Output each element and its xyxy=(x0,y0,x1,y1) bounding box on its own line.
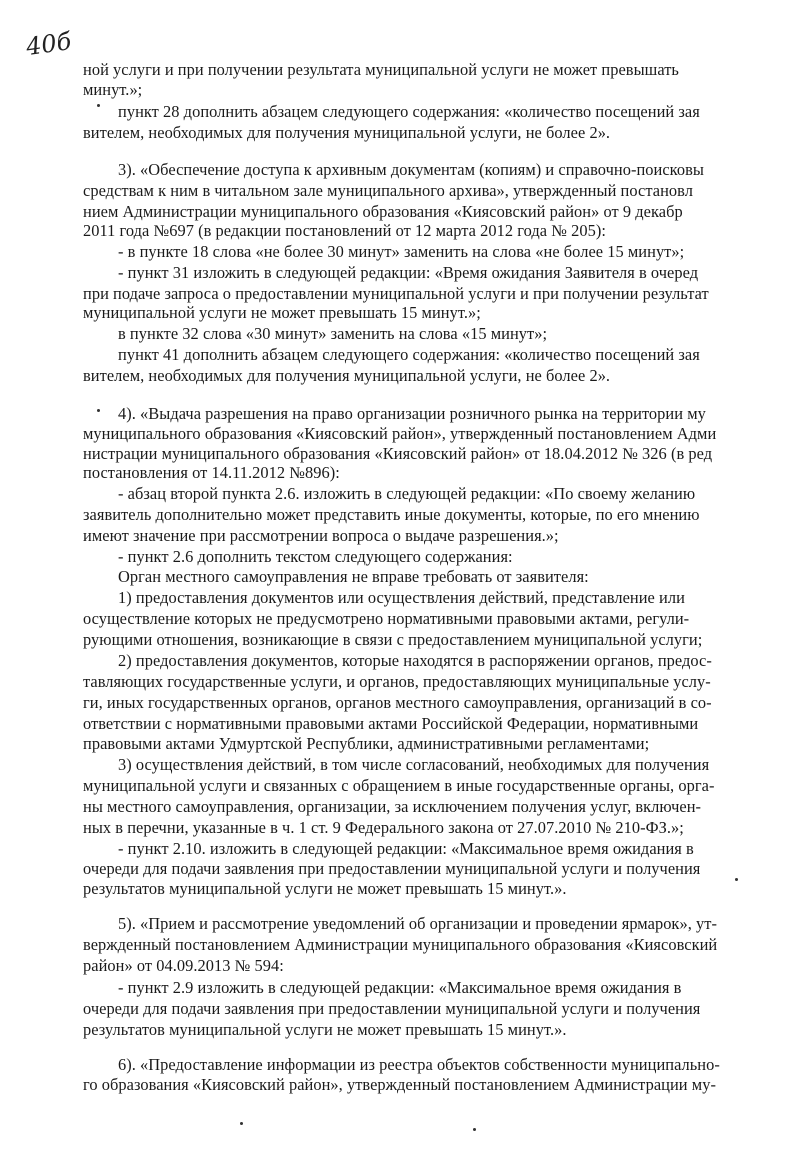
text-line: ги, иных государственных органов, органов местного самоуправления, организаций в со- xyxy=(83,693,712,712)
text-line: результатов муниципальной услуги не может превышать 15 минут.». xyxy=(83,879,567,898)
text-line: 3). «Обеспечение доступа к архивным документам (копиям) и справочно-поисковы xyxy=(118,160,704,179)
text-line: 4). «Выдача разрешения на право организации розничного рынка на территории му xyxy=(118,404,706,423)
text-line: район» от 04.09.2013 № 594: xyxy=(83,956,284,975)
text-line: результатов муниципальной услуги не может превышать 15 минут.». xyxy=(83,1020,567,1039)
text-line: 2011 года №697 (в редакции постановлений от 12 марта 2012 года № 205): xyxy=(83,221,606,240)
scan-speck xyxy=(473,1128,476,1131)
scan-speck xyxy=(735,878,738,881)
text-line: пункт 41 дополнить абзацем следующего содержания: «количество посещений зая xyxy=(118,345,700,364)
text-line: - пункт 31 изложить в следующей редакции: «Время ожидания Заявителя в очеред xyxy=(118,263,699,282)
text-line: муниципальной услуги и связанных с обращением в иные государственные органы, орга- xyxy=(83,776,715,795)
text-line: 6). «Предоставление информации из реестра объектов собственности муниципально- xyxy=(118,1055,720,1074)
text-line: 3) осуществления действий, в том числе согласований, необходимых для получения xyxy=(118,755,710,774)
text-line: муниципальной услуги не может превышать 15 минут.»; xyxy=(83,303,481,322)
text-line: вержденный постановлением Администрации муниципального образования «Киясовский xyxy=(83,935,718,954)
text-line: ных в перечни, указанные в ч. 1 ст. 9 Федерального закона от 27.07.2010 № 210-ФЗ.»; xyxy=(83,818,684,837)
scan-speck xyxy=(97,409,100,412)
text-line: ны местного самоуправления, организации, за исключением получения услуг, включен- xyxy=(83,797,702,816)
text-line: имеют значение при рассмотрении вопроса о выдаче разрешения.»; xyxy=(83,526,559,545)
text-line: - абзац второй пункта 2.6. изложить в следующей редакции: «По своему желанию xyxy=(118,484,696,503)
scan-speck xyxy=(97,104,100,107)
scan-speck xyxy=(240,1122,243,1125)
text-line: вителем, необходимых для получения муниципальной услуги, не более 2». xyxy=(83,123,611,142)
text-line: очереди для подачи заявления при предоставлении муниципальной услуги и получения xyxy=(83,859,701,878)
text-line: - пункт 2.6 дополнить текстом следующего содержания: xyxy=(118,547,513,566)
text-line: средствам к ним в читальном зале муниципального архива», утвержденный постановл xyxy=(83,181,693,200)
text-line: при подаче запроса о предоставлении муниципальной услуги и при получении результат xyxy=(83,284,709,303)
text-line: осуществление которых не предусмотрено нормативными правовыми актами, регули- xyxy=(83,609,690,628)
text-line: очереди для подачи заявления при предоставлении муниципальной услуги и получения xyxy=(83,999,701,1018)
text-line: заявитель дополнительно может представить иные документы, которые, по его мнению xyxy=(83,505,700,524)
text-line: Орган местного самоуправления не вправе требовать от заявителя: xyxy=(118,567,589,586)
text-line: рующими отношения, возникающие в связи с предоставлением муниципальной услуги; xyxy=(83,630,703,649)
text-line: постановления от 14.11.2012 №896): xyxy=(83,463,340,482)
text-line: ной услуги и при получении результата муниципальной услуги не может превышать xyxy=(83,60,679,79)
text-line: нием Администрации муниципального образования «Киясовский район» от 9 декабр xyxy=(83,202,683,221)
text-line: муниципального образования «Киясовский район», утвержденный постановлением Адми xyxy=(83,424,717,443)
text-line: - пункт 2.9 изложить в следующей редакции: «Максимальное время ожидания в xyxy=(118,978,682,997)
text-line: - в пункте 18 слова «не более 30 минут» заменить на слова «не более 15 минут»; xyxy=(118,242,685,261)
text-line: го образования «Киясовский район», утвержденный постановлением Администрации му- xyxy=(83,1075,716,1094)
text-line: нистрации муниципального образования «Киясовский район» от 18.04.2012 № 326 (в ред xyxy=(83,444,713,463)
text-line: пункт 28 дополнить абзацем следующего содержания: «количество посещений зая xyxy=(118,102,700,121)
text-line: ответствии с нормативными правовыми актами Российской Федерации, нормативными xyxy=(83,714,699,733)
text-line: в пункте 32 слова «30 минут» заменить на слова «15 минут»; xyxy=(118,324,548,343)
text-line: правовыми актами Удмуртской Республики, административными регламентами; xyxy=(83,734,650,753)
text-line: 1) предоставления документов или осуществления действий, представление или xyxy=(118,588,685,607)
text-line: - пункт 2.10. изложить в следующей редакции: «Максимальное время ожидания в xyxy=(118,839,694,858)
text-line: минут.»; xyxy=(83,80,143,99)
handwritten-page-number: 40б xyxy=(24,26,73,62)
text-line: 5). «Прием и рассмотрение уведомлений об организации и проведении ярмарок», ут- xyxy=(118,914,717,933)
text-line: 2) предоставления документов, которые находятся в распоряжении органов, предос- xyxy=(118,651,712,670)
text-line: тавляющих государственные услуги, и органов, предоставляющих муниципальные услу- xyxy=(83,672,711,691)
text-line: вителем, необходимых для получения муниципальной услуги, не более 2». xyxy=(83,366,611,385)
